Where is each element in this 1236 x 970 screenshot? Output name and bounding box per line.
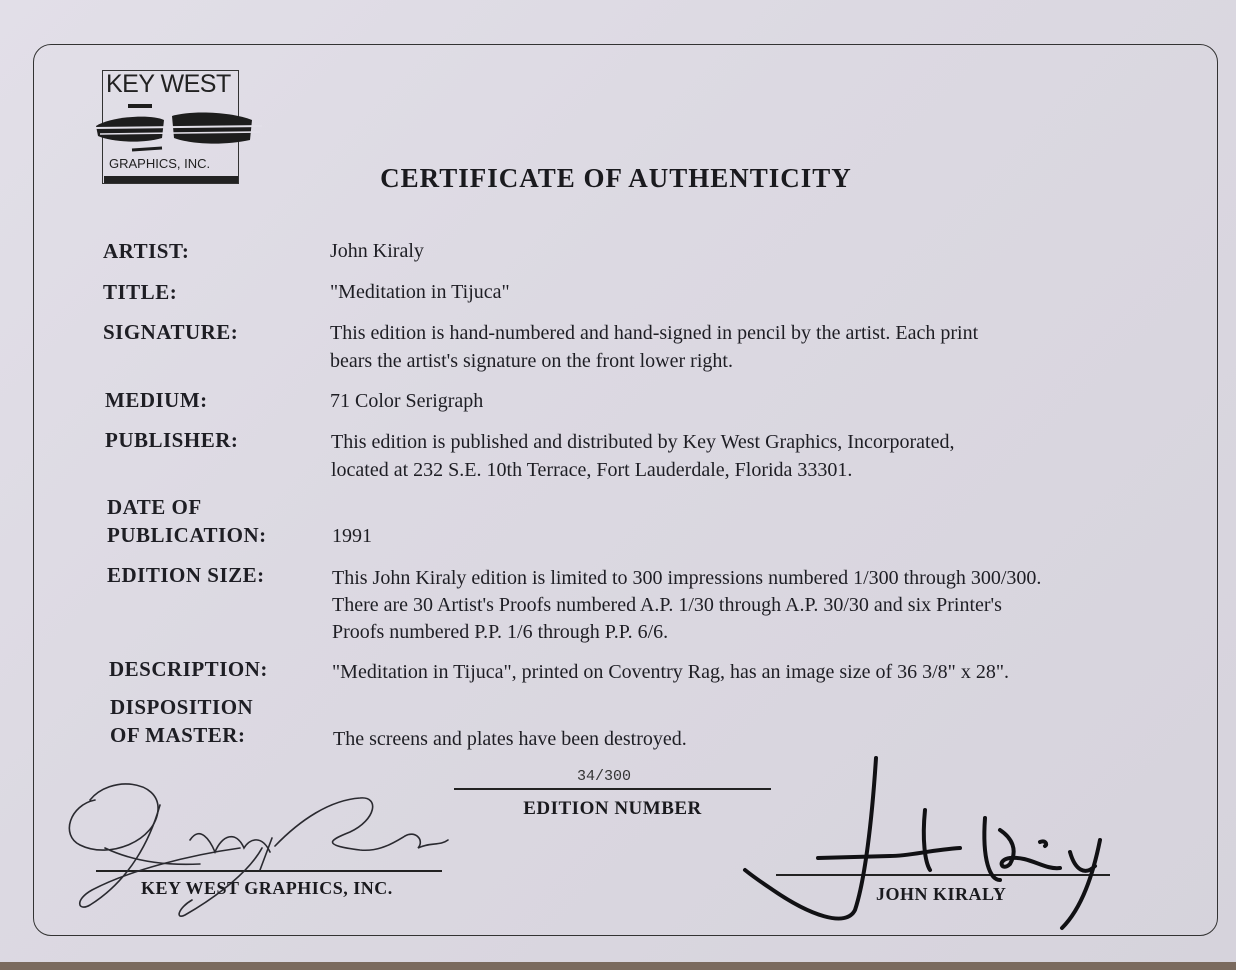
edition-size-label: EDITION SIZE: [107,563,265,587]
right-signature-line [776,874,1110,876]
medium-value: 71 Color Serigraph [330,390,484,412]
certificate-title: CERTIFICATE OF AUTHENTICITY [380,163,852,193]
date-label-line-1: DATE OF [107,495,202,519]
signature-text-line-1: This edition is hand-numbered and hand-signed in pencil by the artist. Each print [330,322,979,344]
edition-number-label: EDITION NUMBER [523,798,702,819]
publisher-text-line-2: located at 232 S.E. 10th Terrace, Fort Lauderdale, Florida 33301. [331,459,853,481]
title-label: TITLE: [103,280,178,304]
edition-number-line [454,788,771,790]
logo-top-text: KEY WEST [106,70,231,98]
disposition-label-line-1: DISPOSITION [110,695,254,719]
medium-label: MEDIUM: [105,388,208,412]
left-signatory-label: KEY WEST GRAPHICS, INC. [141,878,393,898]
logo-bottom-text: GRAPHICS, INC. [109,156,211,171]
right-signatory-label: JOHN KIRALY [876,884,1007,904]
edition-size-line-3: Proofs numbered P.P. 1/6 through P.P. 6/6. [332,621,669,643]
logo-brush-stroke-icon [92,98,262,156]
disposition-label-line-2: OF MASTER: [110,723,246,747]
date-label-line-2: PUBLICATION: [107,523,267,547]
title-value: "Meditation in Tijuca" [330,281,510,303]
signature-text-line-2: bears the artist's signature on the front lower right. [330,350,733,372]
disposition-value: The screens and plates have been destroyed. [333,728,687,750]
edition-size-line-1: This John Kiraly edition is limited to 300 impressions numbered 1/300 through 300/300. [332,567,1042,589]
description-value: "Meditation in Tijuca", printed on Coventry Rag, has an image size of 36 3/8" x 28". [332,661,1010,683]
artist-value: John Kiraly [330,240,424,262]
publisher-label: PUBLISHER: [105,428,239,452]
edition-size-line-2: There are 30 Artist's Proofs numbered A.P. 1/30 through A.P. 30/30 and six Printer's [332,594,1002,616]
edition-number-value: 34/300 [576,768,631,785]
date-value: 1991 [332,525,372,547]
artist-label: ARTIST: [103,239,190,263]
publisher-text-line-1: This edition is published and distributed by Key West Graphics, Incorporated, [331,431,955,453]
signature-label: SIGNATURE: [103,320,239,344]
left-signature-line [96,870,442,872]
description-label: DESCRIPTION: [109,657,268,681]
